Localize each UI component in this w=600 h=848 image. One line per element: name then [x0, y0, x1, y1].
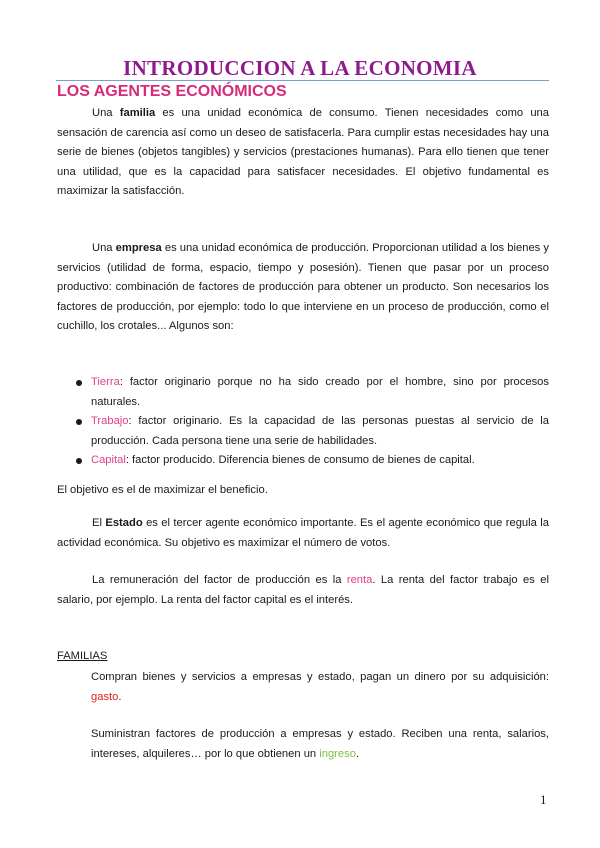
renta-paragraph: [57, 571, 549, 610]
bullet-icon: [76, 419, 82, 425]
section-heading: LOS AGENTES ECONÓMICOS: [57, 83, 287, 100]
estado-paragraph: [57, 514, 549, 553]
gasto-term: gasto: [91, 690, 119, 703]
factor-item-trabajo: [57, 412, 549, 451]
familias-block-gasto: [91, 668, 549, 707]
ingreso-post: .: [355, 747, 360, 760]
familia-text: es una unidad económica de consumo. Tienen necesidades como una sensación de carencia así como un deseo de satisfacerla. Para cumplir estas necesidades hay una serie de bienes (objetos tangibles) y servicios (prestaciones humanas). Para ello tienen que tener una utilidad, que es la capacidad para satisfacer necesidades. El objetivo fundamental es maximizar la satisfacción.: [57, 107, 549, 197]
factors-list: [57, 373, 549, 471]
familia-pre: Una: [92, 107, 120, 119]
familias-block-ingreso: [91, 725, 549, 764]
factor-term: Tierra: [91, 376, 120, 388]
estado-term: Estado: [105, 517, 143, 529]
empresa-pre: Una: [92, 242, 116, 254]
factor-item-capital: [57, 451, 549, 471]
bullet-icon: [76, 458, 82, 464]
ingreso-term: ingreso: [319, 747, 356, 760]
estado-pre: El: [92, 517, 106, 529]
factor-text: : factor originario. Es la capacidad de las personas puestas al servicio de la producción. Cada persona tiene una serie de habilidades.: [91, 415, 549, 447]
bullet-icon: [76, 380, 82, 386]
gasto-text: Compran bienes y servicios a empresas y estado, pagan un dinero por su adquisición:: [91, 671, 549, 683]
factor-text: : factor originario porque no ha sido creado por el hombre, sino por procesos naturales.: [91, 376, 549, 408]
gasto-post: .: [118, 690, 122, 703]
factor-text: : factor producido. Diferencia bienes de consumo de bienes de capital.: [125, 454, 475, 466]
page-number: 1: [540, 792, 547, 807]
estado-text: es el tercer agente económico importante. Es el agente económico que regula la actividad económica. Su objetivo es maximizar el número de votos.: [57, 517, 549, 549]
ingreso-text: Suministran factores de producción a empresas y estado. Reciben una renta, salarios, intereses, alquileres… por lo que obtienen un: [91, 728, 549, 760]
objetivo-paragraph: El objetivo es el de maximizar el beneficio.: [57, 484, 268, 496]
renta-pre: La remuneración del factor de producción es la: [92, 574, 347, 586]
empresa-paragraph: [57, 239, 549, 337]
factor-item-tierra: [57, 373, 549, 412]
renta-term: renta: [346, 574, 373, 586]
factor-term: Capital: [91, 454, 126, 466]
renta-text: . La renta del factor trabajo es el salario, por ejemplo. La renta del factor capital es el interés.: [57, 574, 549, 606]
empresa-term: empresa: [115, 242, 162, 254]
familia-term: familia: [119, 107, 156, 119]
familias-heading: FAMILIAS: [57, 650, 108, 662]
empresa-text: es una unidad económica de producción. Proporcionan utilidad a los bienes y servicios (utilidad de forma, espacio, tiempo y posesión). Tienen que pasar por un proceso productivo: combinación de factores de producción para obtener un producto. Son necesarios los factores de producción, por ejemplo: todo lo que interviene en un proceso de producción, como el cuchillo, los crotales... Algunos son:: [57, 242, 549, 332]
factor-term: Trabajo: [91, 415, 129, 427]
title-rule: [56, 80, 549, 81]
document-title: INTRODUCCION A LA ECONOMIA: [123, 56, 477, 80]
familia-paragraph: [57, 104, 549, 202]
